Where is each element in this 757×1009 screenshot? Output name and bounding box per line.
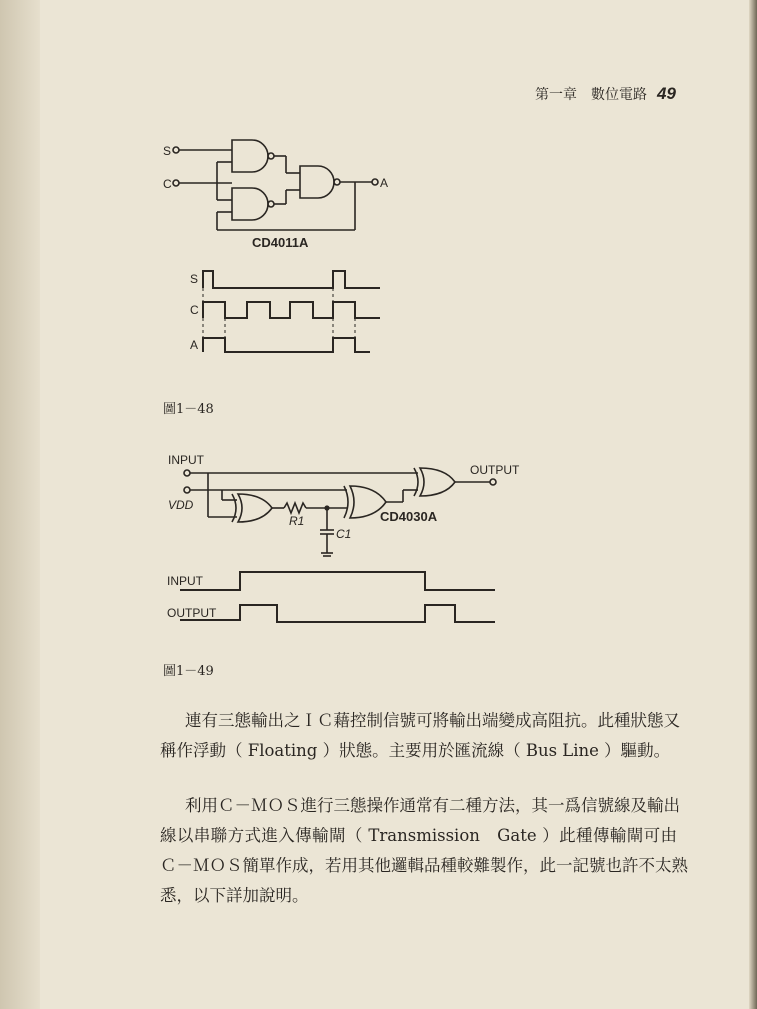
chip-label: CD4030A [380, 509, 438, 524]
body-paragraph-line: 悉，以下詳加說明。 [160, 886, 309, 905]
nand-latch-circuit [163, 140, 388, 250]
input-c-label: C [163, 177, 172, 191]
xor-gate [420, 468, 455, 496]
xor-gate [238, 494, 272, 522]
xor-edge-detector-circuit [168, 453, 520, 556]
body-paragraph-line: 稱作浮動（ Floating ）狀態。主要用於匯流線（ Bus Line ）驅動。 [160, 741, 671, 760]
nand-gate [232, 188, 268, 220]
body-paragraph-line: Ｃ－ＭＯＳ簡單作成，若用其他邏輯品種較難製作，此一記號也許不太熟 [160, 856, 688, 875]
r1-label: R1 [289, 514, 305, 528]
page-number: 49 [657, 84, 676, 103]
nand-timing-diagram [190, 271, 380, 352]
wave-label-output: OUTPUT [167, 606, 217, 620]
body-paragraph-line: 連有三態輸出之ＩＣ藉控制信號可將輸出端變成高阻抗。此種狀態又 [185, 711, 680, 730]
output-label: OUTPUT [470, 463, 520, 477]
xor-timing-diagram [167, 572, 495, 622]
chapter-title: 第一章 數位電路 [535, 87, 647, 103]
c1-label: C1 [336, 527, 352, 541]
input-s-label: S [163, 144, 172, 158]
chip-label: CD4011A [252, 235, 309, 250]
wave-label-c: C [190, 303, 199, 317]
output-a-label: A [380, 176, 389, 190]
wave-label-a: A [190, 338, 199, 352]
nand-gate [232, 140, 268, 172]
resistor-r1 [284, 503, 306, 513]
body-paragraph-line: 線以串聯方式進入傳輸閘（ Transmission Gate ）此種傳輸閘可由 [160, 826, 677, 845]
input-label: INPUT [168, 453, 204, 467]
vdd-label: VDD [168, 498, 194, 512]
body-paragraph-line: 利用Ｃ－ＭＯＳ進行三態操作通常有二種方法，其一爲信號線及輸出 [185, 796, 680, 815]
wave-label-s: S [190, 272, 199, 286]
wave-label-input: INPUT [167, 574, 203, 588]
nand-gate [300, 166, 334, 198]
figure-caption: 圖1－49 [163, 664, 214, 679]
figure-caption: 圖1－48 [163, 402, 214, 417]
